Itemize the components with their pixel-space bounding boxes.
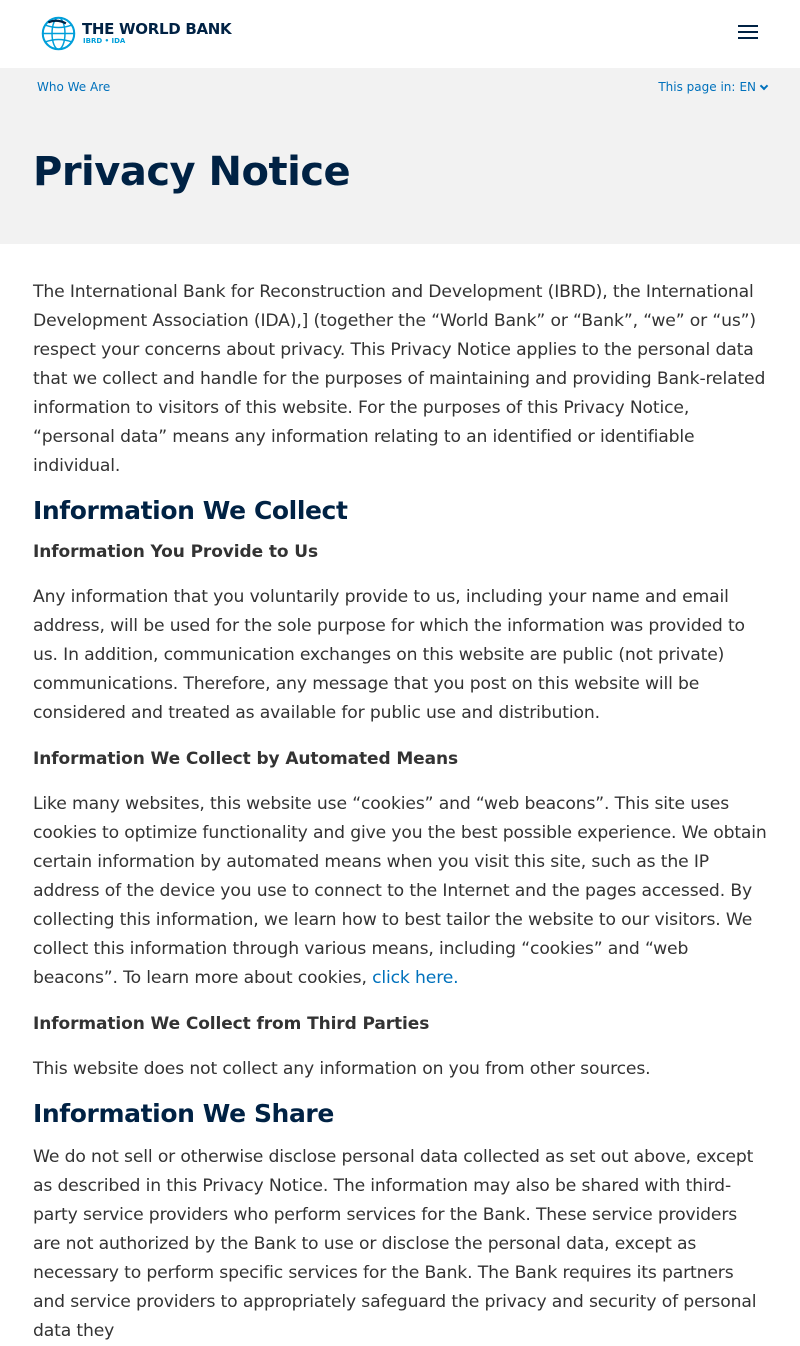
section-heading-collect: Information We Collect: [33, 496, 348, 525]
site-header: [0, 0, 800, 68]
page-title: Privacy Notice: [33, 149, 351, 195]
language-selector[interactable]: [658, 80, 767, 94]
paragraph-share: We do not sell or otherwise disclose personal data collected as set out above, except as described in this Privacy Notice. The information may also be shared with third-party service providers who perform services for the Bank. These service providers are not authorized by the Bank to use or disclose the personal data, except as necessary to perform specific services for the Bank. The Bank requires its partners and service providers to appropriately safeguard the privacy and security of personal data they: [33, 1147, 757, 1341]
paragraph-provide: Any information that you voluntarily provide to us, including your name and email address, will be used for the sole purpose for which the information was provided to us. In addition, communication exchanges on this website are public (not private) communications. Therefore, any message that you post on this website will be considered and treated as available for public use and distribution.: [33, 587, 745, 723]
subheading-provide: Information You Provide to Us: [33, 542, 318, 562]
language-value[interactable]: EN: [739, 80, 756, 94]
section-heading-share: Information We Share: [33, 1099, 334, 1128]
main-content: [0, 244, 800, 1346]
who-we-are-link[interactable]: Who We Are: [37, 80, 111, 94]
intro-paragraph: The International Bank for Reconstruction and Development (IBRD), the International Development Association (IDA),] (together the “World Bank” or “Bank”, “we” or “us”) respect your concerns about privacy. This Privacy Notice applies to the personal data that we collect and handle for the purposes of maintaining and providing Bank-related information to visitors of this website. For the purposes of this Privacy Notice, “personal data” means any information relating to an identified or identifiable individual.: [33, 282, 766, 476]
world-bank-logo[interactable]: [40, 15, 231, 52]
subheading-automated: Information We Collect by Automated Means: [33, 749, 458, 769]
page-banner: [0, 109, 800, 244]
language-label: This page in:: [658, 80, 736, 94]
paragraph-third-parties: This website does not collect any information on you from other sources.: [33, 1059, 651, 1079]
sub-navigation: [0, 68, 800, 109]
hamburger-icon[interactable]: [738, 25, 758, 41]
globe-icon: [40, 15, 77, 52]
paragraph-automated-text: Like many websites, this website use “cookies” and “web beacons”. This site uses cookies to optimize functionality and give you the best possible experience. We obtain certain information by automated means when you visit this site, such as the IP address of the device you use to connect to the Internet and the pages accessed. By collecting this information, we learn how to best tailor the website to our visitors. We collect this information through various means, including “cookies” and “web beacons”. To learn more about cookies,: [33, 794, 767, 988]
paragraph-automated: [33, 790, 767, 993]
subheading-third-parties: Information We Collect from Third Parties: [33, 1014, 430, 1034]
chevron-down-icon[interactable]: [760, 81, 768, 89]
cookies-link[interactable]: click here.: [372, 968, 459, 988]
logo-subtitle: IBRD • IDA: [83, 37, 126, 45]
logo-name: THE WORLD BANK: [82, 20, 232, 38]
